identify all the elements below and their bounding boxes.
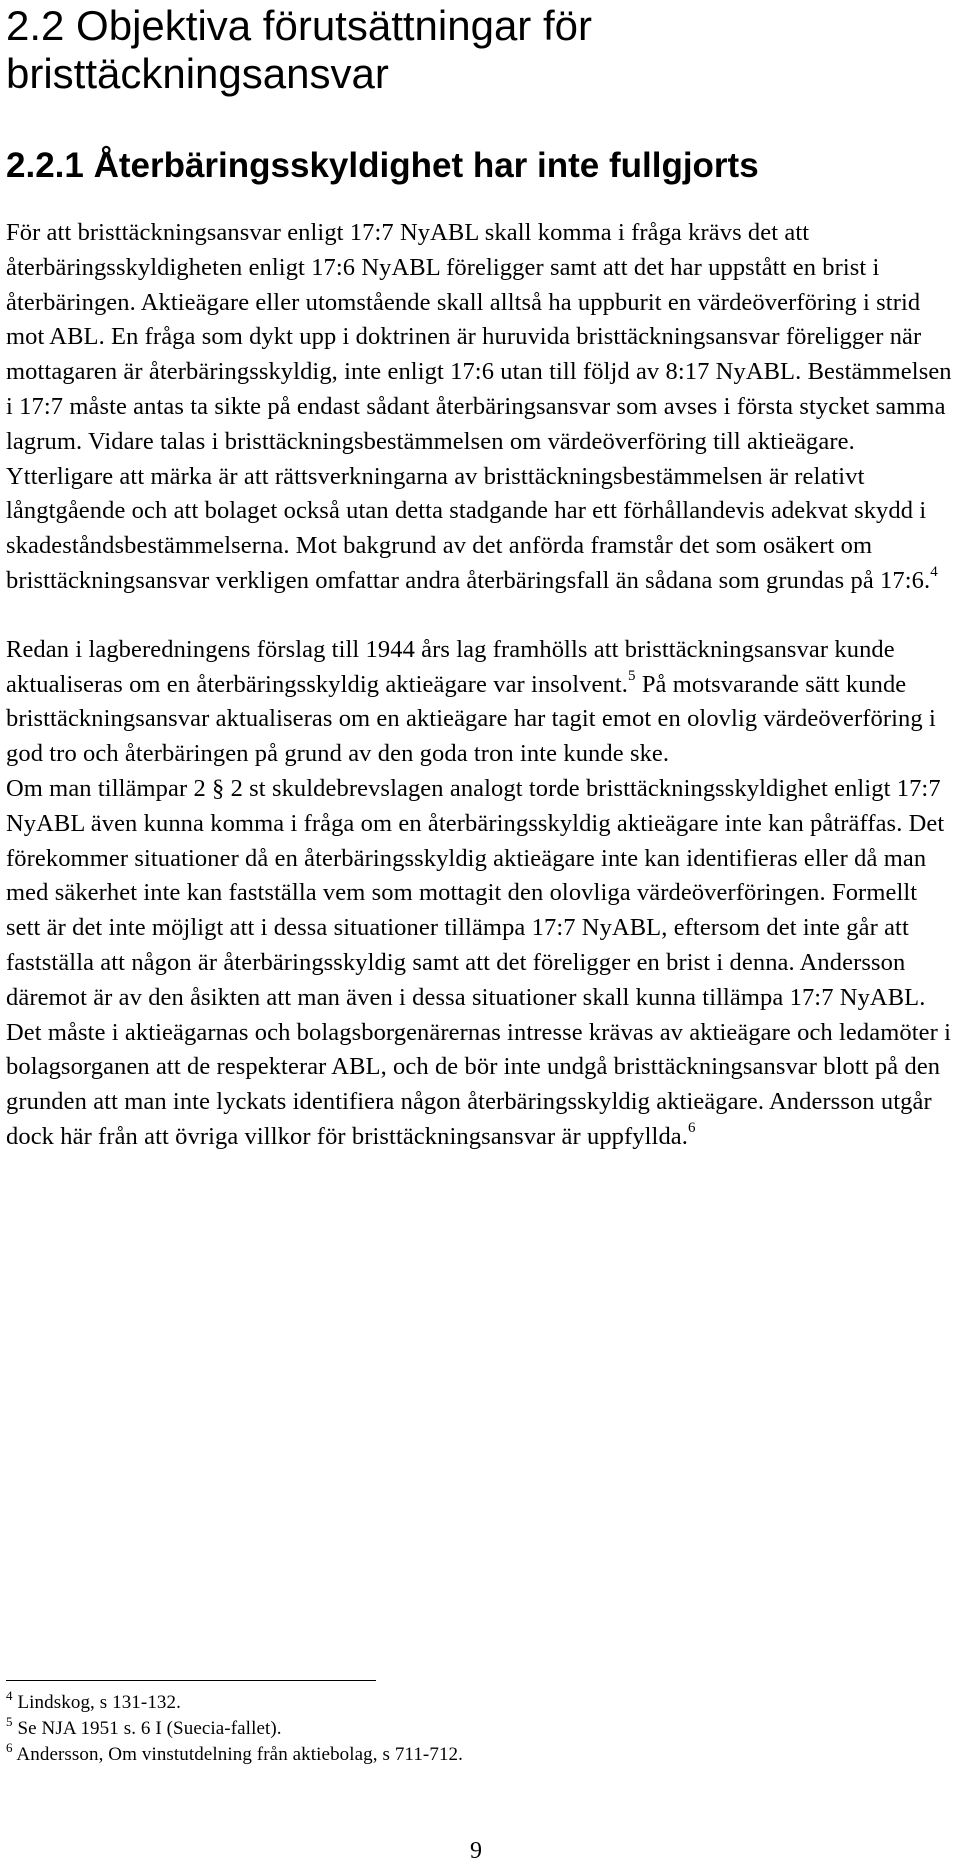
section-heading: 2.2 Objektiva förutsättningar för bristtäckningsansvar xyxy=(6,2,592,97)
footnote-6 xyxy=(6,1742,946,1768)
paragraph-3 xyxy=(6,772,956,1155)
footnote-separator xyxy=(6,1680,376,1681)
paragraph-1 xyxy=(6,216,956,599)
footnote-ref-5: 5 xyxy=(628,667,636,684)
paragraph-1-text: För att bristtäckningsansvar enligt 17:7 NyABL skall komma i fråga krävs det att återbäringsskyldigheten enligt 17:6 NyABL föreligger samt att det har uppstått en brist i återbäringen. Aktieägare eller utomstående skall alltså ha uppburit en värdeöverföring i strid mot ABL. En fråga som dykt upp i doktrinen är huruvida bristtäckningsansvar föreligger när mottagaren är återbäringsskyldig, inte enligt 17:6 utan till följd av 8:17 NyABL. Bestämmelsen i 17:7 måste antas ta sikte på endast sådant återbäringsansvar som avses i första stycket samma lagrum. Vidare talas i bristtäckningsbestämmelsen om värdeöverföring till aktieägare. Ytterligare att märka är att rättsverkningarna av bristtäckningsbestämmelsen är relativt långtgående och att bolaget också utan detta stadgande har ett förhållandevis adekvat skydd i skadeståndsbestämmelserna. Mot bakgrund av det anförda framstår det som osäkert om bristtäckningsansvar verkligen omfattar andra återbäringsfall än sådana som grundas på 17:6. xyxy=(6,219,952,594)
paragraph-2-text-before: Redan i lagberedningens förslag till 1944 års lag framhölls att bristtäckningsansvar kunde aktualiseras om en återbäringsskyldig aktieägare var insolvent. xyxy=(6,635,895,698)
footnote-text: Andersson, Om vinstutdelning från aktiebolag, s 711-712. xyxy=(16,1744,464,1765)
page-number: 9 xyxy=(470,1838,482,1864)
footnote-4 xyxy=(6,1690,946,1716)
footnote-ref-4: 4 xyxy=(930,563,938,580)
footnote-text: Lindskog, s 131-132. xyxy=(17,1692,181,1713)
footnote-number: 5 xyxy=(6,1714,13,1729)
document-page xyxy=(6,0,956,1155)
paragraph-2 xyxy=(6,633,956,772)
paragraph-3-text: Om man tillämpar 2 § 2 st skuldebrevslagen analogt torde bristtäckningsskyldighet enligt 17:7 NyABL även kunna komma i fråga om en återbäringsskyldig aktieägare inte kan påträffas. Det förekommer situationer då en återbäringsskyldig aktieägare inte kan identifieras eller då man med säkerhet inte kan fastställa vem som mottagit den olovliga värdeöverföringen. Formellt sett är det inte möjligt att i dessa situationer tillämpa 17:7 NyABL, eftersom det inte går att fastställa att någon är återbäringsskyldig samt att det föreligger en brist i denna. Andersson däremot är av den åsikten att man även i dessa situationer skall kunna tillämpa 17:7 NyABL. Det måste i aktieägarnas och bolagsborgenärernas intresse krävas av aktieägare och ledamöter i bolagsorganen att de respekterar ABL, och de bör inte undgå bristtäckningsansvar blott på den grunden att man inte lyckats identifiera någon återbäringsskyldig aktieägare. Andersson utgår dock här från att övriga villkor för bristtäckningsansvar är uppfyllda. xyxy=(6,774,951,1150)
subsection-heading: 2.2.1 Återbäringsskyldighet har inte fullgjorts xyxy=(6,146,759,185)
paragraph-2-text-after: På motsvarande sätt kunde bristtäckningsansvar aktualiseras om en aktieägare har tagit emot en olovlig värdeöverföring i god tro och återbäringen på grund av den goda tron inte kunde ske. xyxy=(6,670,936,768)
footnote-number: 4 xyxy=(6,1688,13,1703)
footnote-5 xyxy=(6,1716,946,1742)
footnote-number: 6 xyxy=(6,1740,13,1755)
footnote-text: Se NJA 1951 s. 6 I (Suecia-fallet). xyxy=(17,1718,282,1739)
footnote-ref-6: 6 xyxy=(688,1119,696,1136)
footnotes xyxy=(6,1690,946,1768)
